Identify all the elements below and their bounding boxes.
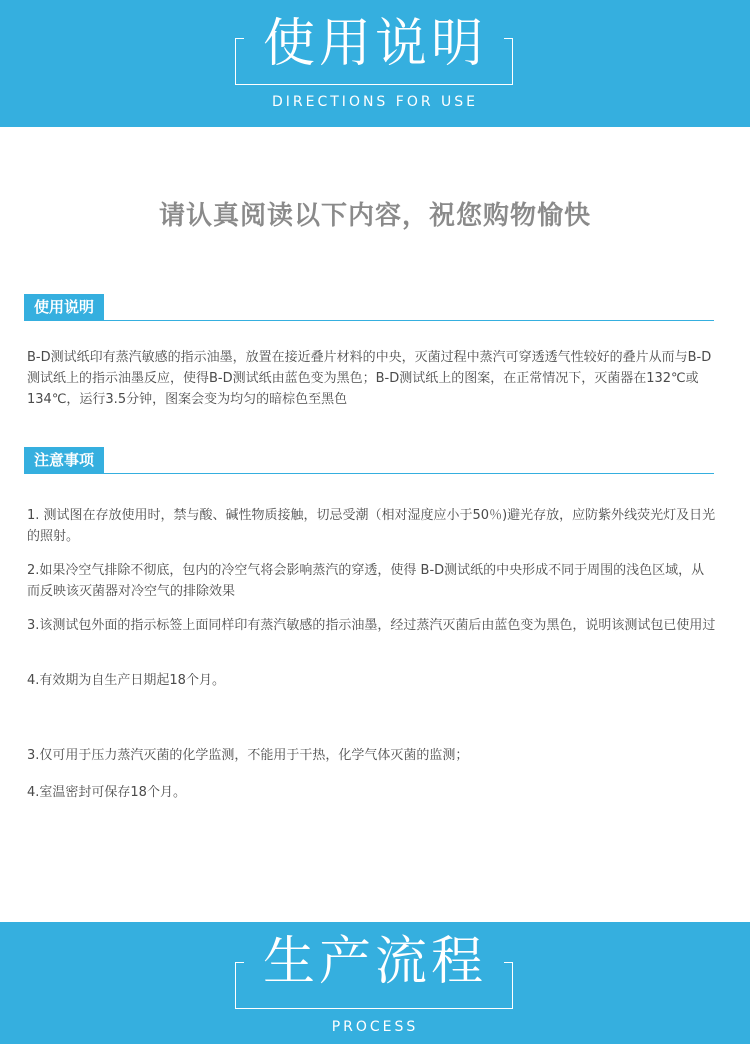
footer-title: 生产流程 [262, 932, 487, 992]
section-notes-header [24, 447, 714, 474]
footer-banner [0, 922, 750, 1044]
note-item: 3.该测试包外面的指示标签上面同样印有蒸汽敏感的指示油墨，经过蒸汽灭菌后由蓝色变为黑色，说明该测试包已使用过 [27, 618, 716, 633]
section-usage-header [24, 294, 714, 321]
section-usage-title: 使用说明 [24, 294, 104, 320]
header-text-container [0, 0, 750, 127]
note-item: 1. 测试图在存放使用时，禁与酸、碱性物质接触，切忌受潮（相对湿度应小于50％)避光存放，应防紫外线荧光灯及日光的照射。 [27, 508, 716, 544]
note-item: 2.如果冷空气排除不彻底，包内的冷空气将会影响蒸汽的穿透，使得 B-D测试纸的中央形成不同于周围的浅色区域，从而反映该灭菌器对冷空气的排除效果 [27, 563, 705, 599]
header-subtitle: DIRECTIONS FOR USE [272, 94, 478, 110]
note-item: 4.有效期为自生产日期起18个月。 [27, 673, 225, 688]
section-notes-title: 注意事项 [24, 447, 104, 473]
note-item: 3.仅可用于压力蒸汽灭菌的化学监测，不能用于干热，化学气体灭菌的监测； [27, 748, 469, 763]
header-title: 使用说明 [262, 14, 487, 74]
footer-subtitle: PROCESS [331, 1019, 419, 1035]
note-item: 4.室温密封可保存18个月。 [27, 785, 186, 800]
usage-text: B-D测试纸印有蒸汽敏感的指示油墨，放置在接近叠片材料的中央，灭菌过程中蒸汽可穿透透气性较好的叠片从而与B-D测试纸上的指示油墨反应，使得B-D测试纸由蓝色变为黑色；B-D测试纸上的图案，在正常情况下，灭菌器在132℃或134℃，运行3.5分钟，图案会变为均匀的暗棕色至黑色 [27, 350, 712, 407]
tagline: 请认真阅读以下内容，祝您购物愉快 [158, 201, 591, 231]
